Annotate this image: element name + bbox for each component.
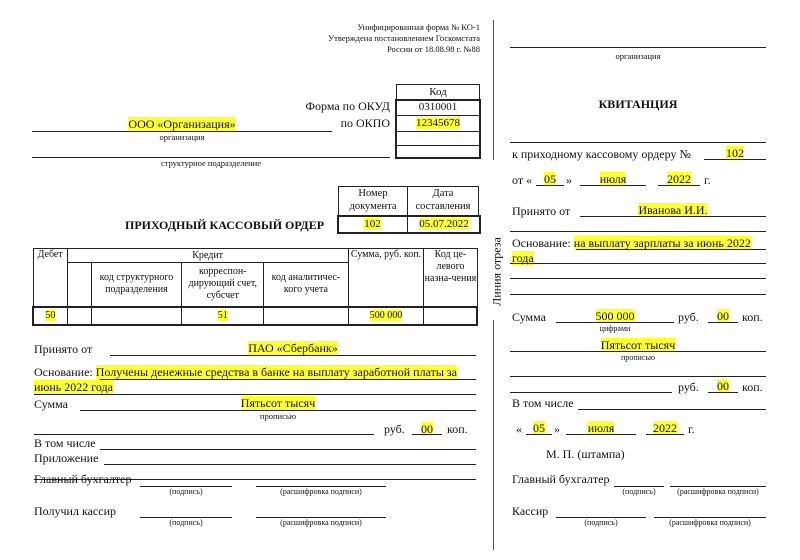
okud-value: 0310001: [418, 101, 458, 113]
debit-header: Дебет: [33, 249, 67, 307]
receipt-day2: 05: [533, 421, 545, 435]
receipt-kop-label: коп.: [742, 310, 763, 324]
date-header: Дата составления: [407, 186, 479, 216]
sum-header: Сумма, руб. коп.: [348, 249, 424, 307]
form-header-line: России от 18.08.98 г. №88: [387, 44, 480, 54]
receipt-chief-label: Главный бухгалтер: [512, 472, 610, 486]
receipt-received-from-label: Принято от: [512, 204, 571, 218]
to-order-label: к приходному кассовому ордеру №: [512, 147, 691, 161]
cut-line-top: [493, 20, 494, 160]
cashier-label: Получил кассир: [34, 504, 116, 518]
credit-header: Кредит: [67, 249, 348, 263]
debit-value: 50: [45, 309, 56, 321]
cut-line-label: Линия отреза: [489, 237, 504, 306]
basis-label: Основание:: [34, 365, 93, 379]
year-suffix: г.: [704, 173, 711, 187]
receipt-order-number: 102: [726, 146, 744, 160]
okpo-label: по ОКПО: [340, 116, 390, 130]
receipt-sum-value: 500 000: [595, 309, 635, 323]
receipt-received-from: Иванова И.И.: [638, 203, 708, 217]
basis-block: [34, 365, 478, 395]
subdivision-caption: структурное подразделение: [161, 158, 261, 168]
sum-words: Пятьсот тысяч: [240, 396, 316, 410]
receipt-org-caption: организация: [615, 51, 661, 61]
rub-label: руб.: [384, 422, 405, 436]
chief-decode-caption: (расшифровка подписи): [280, 487, 362, 496]
corr-value: 51: [217, 309, 228, 321]
receipt-year2: 2022: [653, 421, 677, 435]
form-header: [300, 22, 480, 55]
receipt-rub-label2: руб.: [678, 380, 699, 394]
words-caption: прописью: [620, 353, 656, 362]
receipt-basis-label: Основание:: [512, 236, 571, 250]
receipt-cashier-label: Кассир: [512, 504, 549, 518]
quote-close2: »: [554, 422, 560, 436]
receipt-kop-value: 00: [717, 309, 729, 323]
year-suffix2: г.: [688, 422, 695, 436]
receipt-basis-block: [512, 236, 768, 266]
struct-header: код структурного подразделения: [91, 263, 181, 307]
receipt-basis-line1: на выплату зарплаты за июнь 2022: [573, 236, 751, 250]
quote-open: «: [516, 422, 522, 436]
kod-header: Код: [396, 84, 480, 100]
quote-close: »: [566, 173, 572, 187]
okpo-value: 12345678: [416, 117, 460, 129]
order-title: ПРИХОДНЫЙ КАССОВЫЙ ОРДЕР: [125, 218, 325, 232]
chief-label: Главный бухгалтер: [34, 472, 132, 486]
receipt-month: июля: [599, 172, 627, 186]
cashier-decode-caption: (расшифровка подписи): [280, 518, 362, 527]
org-caption: организация: [159, 132, 205, 142]
receipt-chief-decode-caption: (расшифровка подписи): [677, 487, 759, 496]
order-number: 102: [364, 218, 381, 230]
received-from-value: ПАО «Сбербанк»: [248, 341, 338, 355]
form-header-line: Унифицированная форма № КО-1: [357, 22, 480, 32]
sum-label: Сумма: [34, 397, 68, 411]
org-name: ООО «Организация»: [128, 117, 236, 131]
receipt-kop-value2: 00: [717, 379, 729, 393]
okud-label: Форма по ОКУД: [305, 99, 390, 113]
receipt-year: 2022: [667, 172, 691, 186]
analytic-header: код аналитичес-кого учета: [264, 263, 348, 307]
receipt-including-label: В том числе: [512, 396, 574, 410]
receipt-kop-label2: коп.: [742, 380, 763, 394]
basis-line2: июнь 2022 года: [34, 380, 113, 394]
cut-line-bottom: [493, 320, 494, 550]
receipt-sum-words: Пятьсот тысяч: [600, 338, 676, 352]
receipt-month2: июля: [587, 421, 615, 435]
including-label: В том числе: [34, 436, 96, 450]
receipt-cashier-decode-caption: (расшифровка подписи): [669, 518, 751, 527]
receipt-cashier-sign-caption: (подпись): [584, 518, 618, 527]
receipt-sum-label: Сумма: [512, 310, 546, 324]
kop-label: коп.: [447, 422, 468, 436]
corr-header: корреспон-дирующий счет, субсчет: [182, 263, 264, 307]
stamp-label: М. П. (штампа): [546, 447, 625, 461]
receipt-basis-line2: года: [512, 251, 534, 265]
accounts-table: [32, 248, 478, 326]
received-from-label: Принято от: [34, 342, 93, 356]
receipt-rub-label: руб.: [678, 310, 699, 324]
attachment-label: Приложение: [34, 451, 99, 465]
order-date: 05.07.2022: [419, 218, 469, 230]
sum-words-caption: прописью: [259, 411, 297, 421]
form-header-line: Утверждена постановлением Госкомстата: [328, 33, 480, 43]
receipt-chief-sign-caption: (подпись): [622, 487, 656, 496]
basis-line1: Получены денежные средства в банке на выплату заработной платы за: [95, 365, 457, 379]
number-header: Номер документа: [338, 186, 408, 216]
kop-value: 00: [421, 422, 433, 436]
digits-caption: цифрами: [599, 324, 631, 333]
receipt-title: КВИТАНЦИЯ: [598, 97, 678, 111]
cashier-sign-caption: (подпись): [169, 518, 203, 527]
purpose-header: Код це-левого назна-чения: [424, 249, 477, 307]
sum-value: 500 000: [369, 309, 403, 321]
chief-sign-caption: (подпись): [169, 487, 203, 496]
receipt-day: 05: [544, 172, 556, 186]
from-label: от «: [512, 173, 533, 187]
